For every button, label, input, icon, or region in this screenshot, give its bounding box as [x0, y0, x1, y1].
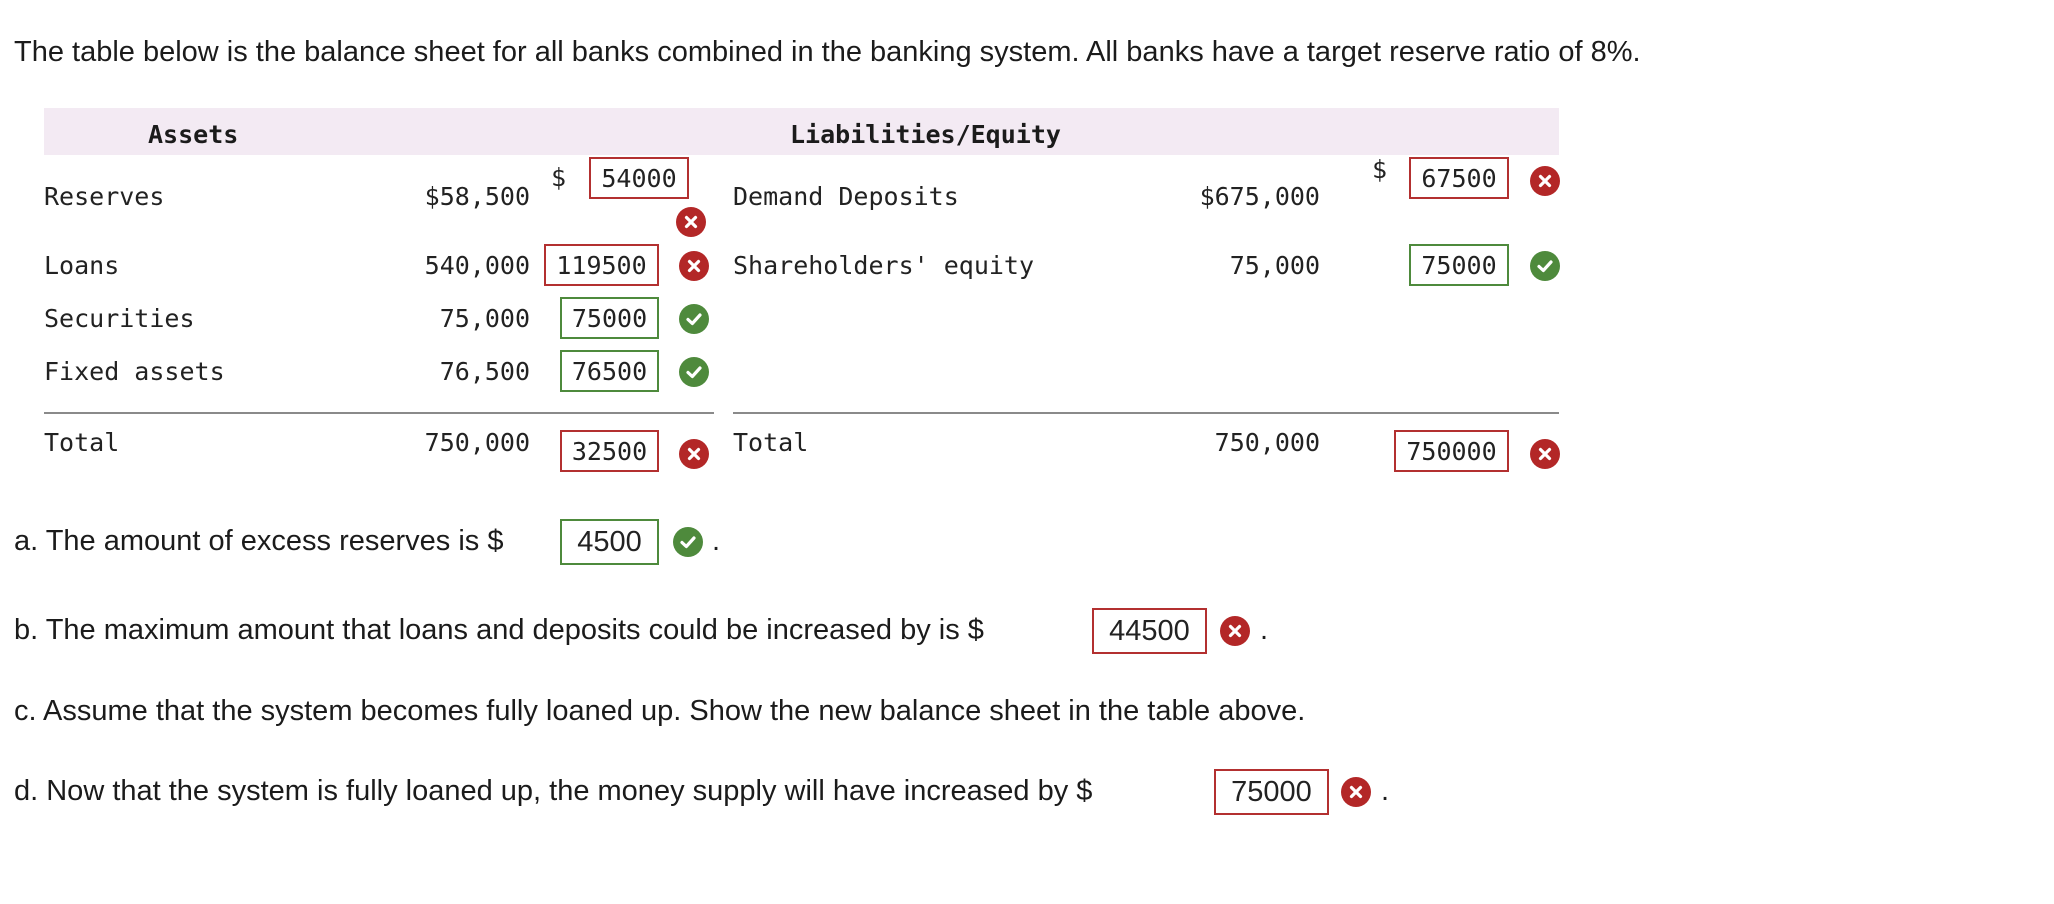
securities-answer-field[interactable]: 75000 — [560, 297, 659, 339]
dollar-sign: $ — [1372, 155, 1388, 184]
excess-reserves-answer-field[interactable]: 4500 — [560, 519, 659, 565]
assets-total-answer-field[interactable]: 32500 — [560, 430, 659, 472]
max-increase-answer-field[interactable]: 44500 — [1092, 608, 1207, 654]
liabilities-total-value: 750,000 — [1214, 428, 1320, 457]
assets-divider — [44, 412, 714, 414]
asset-value-reserves: $58,500 — [424, 182, 530, 211]
x-icon — [1530, 439, 1560, 469]
assets-total-value: 750,000 — [424, 428, 530, 457]
liabilities-header: Liabilities/Equity — [790, 120, 1061, 149]
x-icon — [1220, 616, 1250, 646]
check-icon — [673, 527, 703, 557]
intro-text: The table below is the balance sheet for all banks combined in the banking system. All banks have a target reserve ratio of 8%. — [14, 36, 1641, 68]
asset-value-fixed-assets: 76,500 — [439, 357, 530, 386]
asset-value-loans: 540,000 — [424, 251, 530, 280]
x-icon — [679, 251, 709, 281]
question-d-period: . — [1381, 775, 1390, 807]
liability-value-demand-deposits: $675,000 — [1199, 182, 1320, 211]
asset-label-loans: Loans — [44, 251, 120, 280]
asset-value-securities: 75,000 — [439, 304, 530, 333]
assets-total-label: Total — [44, 428, 120, 457]
x-icon — [1530, 166, 1560, 196]
shareholders-equity-answer-field[interactable]: 75000 — [1409, 244, 1509, 286]
x-icon — [676, 207, 706, 237]
question-b-text: b. The maximum amount that loans and deposits could be increased by is $ — [14, 614, 984, 646]
liabilities-total-answer-field[interactable]: 750000 — [1394, 430, 1509, 472]
question-b-period: . — [1260, 614, 1269, 646]
liabilities-total-label: Total — [733, 428, 809, 457]
question-d-text: d. Now that the system is fully loaned up, the money supply will have increased by $ — [14, 775, 1093, 807]
asset-label-reserves: Reserves — [44, 182, 165, 211]
reserves-answer-field[interactable]: 54000 — [589, 157, 689, 199]
loans-answer-field[interactable]: 119500 — [544, 244, 659, 286]
demand-deposits-answer-field[interactable]: 67500 — [1409, 157, 1509, 199]
question-a-period: . — [712, 525, 721, 557]
check-icon — [679, 304, 709, 334]
x-icon — [1341, 777, 1371, 807]
check-icon — [1530, 251, 1560, 281]
dollar-sign: $ — [551, 163, 567, 192]
asset-label-securities: Securities — [44, 304, 195, 333]
question-c-text: c. Assume that the system becomes fully loaned up. Show the new balance sheet in the table above. — [14, 695, 1306, 727]
x-icon — [679, 439, 709, 469]
check-icon — [679, 357, 709, 387]
asset-label-fixed-assets: Fixed assets — [44, 357, 225, 386]
liabilities-divider — [733, 412, 1559, 414]
question-a-text: a. The amount of excess reserves is $ — [14, 525, 504, 557]
liability-value-shareholders-equity: 75,000 — [1229, 251, 1320, 280]
money-supply-answer-field[interactable]: 75000 — [1214, 769, 1329, 815]
assets-header: Assets — [148, 120, 239, 149]
liability-label-shareholders-equity: Shareholders' equity — [733, 251, 1035, 280]
liability-label-demand-deposits: Demand Deposits — [733, 182, 959, 211]
fixed-assets-answer-field[interactable]: 76500 — [560, 350, 659, 392]
